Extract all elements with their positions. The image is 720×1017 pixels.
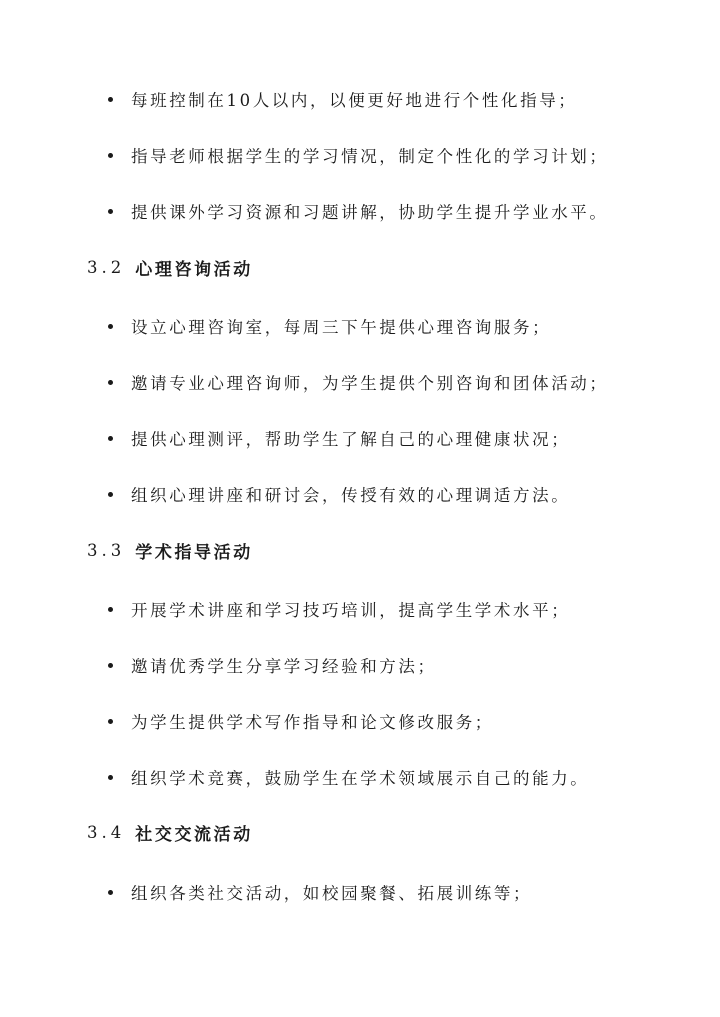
list-item [108,367,609,397]
list-item [108,762,589,792]
bullet-icon [108,607,113,612]
bullet-icon [108,209,113,214]
list-item [108,650,437,680]
list-item [108,877,532,907]
list-item-text: 指导老师根据学生的学习情况，制定个性化的学习计划； [131,147,609,166]
section-heading-3-4 [87,817,253,847]
bullet-icon [108,97,113,102]
list-item [108,594,570,624]
list-item [108,196,609,226]
section-heading-3-3 [87,535,253,565]
bullet-icon [108,380,113,385]
list-item-text: 为学生提供学术写作指导和论文修改服务； [131,713,494,732]
section-title: 社交交流活动 [135,824,253,845]
bullet-icon [108,663,113,668]
list-item-text: 设立心理咨询室，每周三下午提供心理咨询服务； [131,318,552,337]
list-item-text: 每班控制在10人以内，以便更好地进行个性化指导； [131,91,578,110]
list-item-text: 开展学术讲座和学习技巧培训，提高学生学术水平； [131,601,571,620]
bullet-icon [108,719,113,724]
section-heading-3-2 [87,252,253,282]
bullet-icon [108,436,113,441]
list-item [108,311,551,341]
list-item [108,423,570,453]
section-number: 3.3 [87,540,126,560]
list-item-text: 提供课外学习资源和习题讲解，协助学生提升学业水平。 [131,203,609,222]
bullet-icon [108,324,113,329]
list-item-text: 组织各类社交活动，如校园聚餐、拓展训练等； [131,884,533,903]
list-item-text: 组织心理讲座和研讨会，传授有效的心理调适方法。 [131,486,571,505]
list-item [108,140,609,170]
bullet-icon [108,890,113,895]
list-item [108,706,494,736]
section-title: 学术指导活动 [135,542,253,563]
bullet-icon [108,153,113,158]
list-item-text: 组织学术竞赛，鼓励学生在学术领域展示自己的能力。 [131,769,590,788]
section-title: 心理咨询活动 [135,259,253,280]
section-number: 3.4 [87,822,126,842]
list-item-text: 提供心理测评，帮助学生了解自己的心理健康状况； [131,430,571,449]
bullet-icon [108,775,113,780]
section-number: 3.2 [87,257,126,277]
list-item [108,84,577,114]
bullet-icon [108,492,113,497]
list-item-text: 邀请优秀学生分享学习经验和方法； [131,657,437,676]
list-item-text: 邀请专业心理咨询师，为学生提供个别咨询和团体活动； [131,374,609,393]
list-item [108,479,570,509]
